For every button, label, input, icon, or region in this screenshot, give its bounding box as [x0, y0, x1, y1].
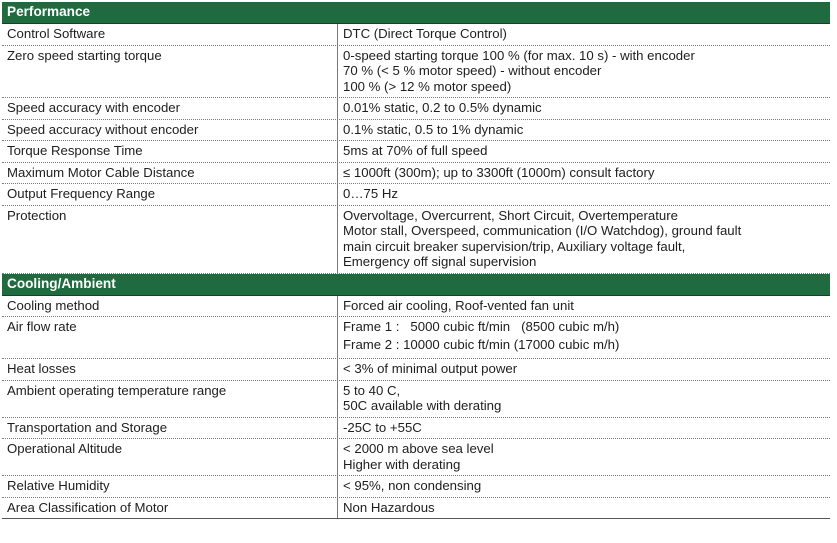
table-row [2, 498, 830, 520]
spec-table [2, 2, 830, 519]
row-label: Area Classification of Motor [2, 498, 338, 519]
value-line: 0-speed starting torque 100 % (for max. 10 s) - with encoder [343, 47, 695, 63]
table-row [2, 359, 830, 381]
row-label: Control Software [2, 24, 338, 45]
row-label: Operational Altitude [2, 439, 338, 475]
table-row [2, 296, 830, 318]
row-label: Torque Response Time [2, 141, 338, 162]
row-label: Air flow rate [2, 317, 338, 358]
value-line: 100 % (> 12 % motor speed) [343, 78, 512, 94]
table-row [2, 418, 830, 440]
table-row [2, 206, 830, 274]
row-value [338, 46, 830, 98]
value-line: Emergency off signal supervision [343, 254, 537, 269]
value-line: Motor stall, Overspeed, communication (I/O Watchdog), ground fault [343, 223, 742, 238]
table-row [2, 163, 830, 185]
row-value [338, 498, 830, 519]
row-value [338, 206, 830, 273]
table-row [2, 439, 830, 476]
row-label: Cooling method [2, 296, 338, 317]
row-label: Maximum Motor Cable Distance [2, 163, 338, 184]
table-row [2, 24, 830, 46]
value-line: 0.01% static, 0.2 to 0.5% dynamic [343, 100, 542, 115]
row-value [338, 98, 830, 119]
table-row [2, 476, 830, 498]
value-line: < 3% of minimal output power [343, 361, 518, 376]
row-value [338, 439, 830, 475]
value-line: Frame 1 : 5000 cubic ft/min (8500 cubic m/h) [343, 319, 620, 334]
value-line: -25C to +55C [343, 419, 422, 435]
row-label: Zero speed starting torque [2, 46, 338, 98]
table-row [2, 120, 830, 142]
value-line: Non Hazardous [343, 499, 435, 515]
row-label: Ambient operating temperature range [2, 381, 338, 417]
value-line: 50C available with derating [343, 398, 502, 413]
value-line: ≤ 1000ft (300m); up to 3300ft (1000m) consult factory [343, 164, 655, 180]
row-value [338, 163, 830, 184]
row-value [338, 184, 830, 205]
row-label: Speed accuracy with encoder [2, 98, 338, 119]
value-line: Forced air cooling, Roof-vented fan unit [343, 297, 574, 313]
value-line: main circuit breaker supervision/trip, Auxiliary voltage fault, [343, 238, 686, 254]
value-line: DTC (Direct Torque Control) [343, 26, 507, 41]
row-value [338, 359, 830, 380]
value-line: 0.1% static, 0.5 to 1% dynamic [343, 121, 524, 137]
row-value [338, 141, 830, 162]
row-value [338, 476, 830, 497]
row-label: Output Frequency Range [2, 184, 338, 205]
row-value [338, 317, 830, 358]
row-value [338, 24, 830, 45]
value-line: Higher with derating [343, 456, 461, 472]
value-line: Frame 2 : 10000 cubic ft/min (17000 cubic m/h) [343, 337, 620, 352]
row-label: Protection [2, 206, 338, 273]
value-line: Overvoltage, Overcurrent, Short Circuit, Overtemperature [343, 207, 678, 223]
table-row [2, 184, 830, 206]
value-line: 5ms at 70% of full speed [343, 143, 488, 158]
table-row [2, 98, 830, 120]
table-row [2, 381, 830, 418]
table-row [2, 317, 830, 359]
value-line: < 95%, non condensing [343, 478, 482, 493]
value-line: 0…75 Hz [343, 186, 398, 201]
row-value [338, 381, 830, 417]
row-label: Transportation and Storage [2, 418, 338, 439]
value-line: < 2000 m above sea level [343, 441, 494, 456]
value-line: 5 to 40 C, [343, 382, 401, 398]
row-label: Heat losses [2, 359, 338, 380]
row-value [338, 120, 830, 141]
row-label: Relative Humidity [2, 476, 338, 497]
table-row [2, 141, 830, 163]
section-header-performance: Performance [2, 2, 830, 24]
value-line: 70 % (< 5 % motor speed) - without encoder [343, 63, 602, 78]
row-value [338, 418, 830, 439]
row-value [338, 296, 830, 317]
table-row [2, 46, 830, 99]
section-header-cooling-ambient: Cooling/Ambient [2, 274, 830, 296]
row-label: Speed accuracy without encoder [2, 120, 338, 141]
